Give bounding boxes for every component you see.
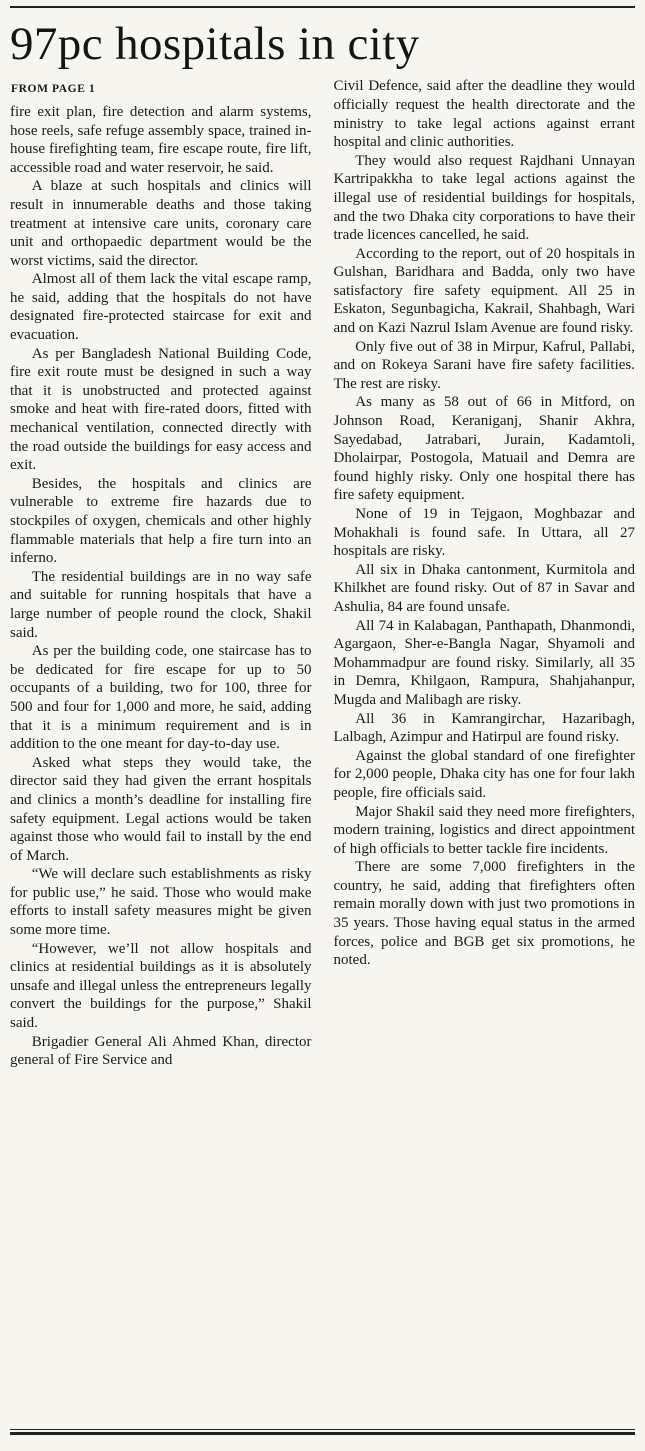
article-paragraph: They would also request Rajdhani Unnayan Kartripakkha to take legal actions against the illegal use of residential buildings for hospitals, and the two Dhaka city corporations to have their trade licences cancelled, he said. [333, 152, 635, 244]
article-paragraph: Asked what steps they would take, the director said they had given the errant hospitals and clinics a month’s deadline for installing fire safety equipment. Legal actions would be taken against those who would fail to install by the end of March. [10, 754, 312, 864]
article-paragraph: Major Shakil said they need more firefighters, modern training, logistics and direct appointment of high officials to better tackle fire incidents. [333, 803, 635, 857]
article-body [10, 77, 635, 1069]
right-column-paragraphs [334, 77, 636, 970]
article-paragraph: “However, we’ll not allow hospitals and clinics at residential buildings as it is absolutely unsafe and illegal unless the entrepreneurs legally convert the buildings for the purpose,” Shakil said. [10, 940, 312, 1032]
bottom-rule [10, 1429, 635, 1435]
headline: 97pc hospitals in city [10, 18, 420, 70]
article-paragraph: “We will declare such establishments as risky for public use,” he said. Those who would make efforts to install safety measures might be given some more time. [10, 866, 312, 939]
article-paragraph: According to the report, out of 20 hospitals in Gulshan, Baridhara and Badda, only two have satisfactory fire safety equipment. All 25 in Eskaton, Segunbagicha, Kakrail, Shahbagh, Wari and on Kazi Nazrul Islam Avenue are found risky. [333, 245, 635, 337]
article-paragraph: Brigadier General Ali Ahmed Khan, director general of Fire Service and [10, 1033, 312, 1069]
article-paragraph: Besides, the hospitals and clinics are vulnerable to extreme fire hazards due to stockpiles of oxygen, chemicals and other highly flammable materials that help a fire turn into an inferno. [10, 475, 312, 567]
article-paragraph: Against the global standard of one firefighter for 2,000 people, Dhaka city has one for four lakh people, fire officials said. [333, 747, 635, 801]
left-column [10, 77, 312, 1069]
article-paragraph: Only five out of 38 in Mirpur, Kafrul, Pallabi, and on Rokeya Sarani have fire safety facilities. The rest are risky. [333, 338, 635, 392]
top-rule [10, 6, 635, 8]
article-paragraph: The residential buildings are in no way safe and suitable for running hospitals that have a large number of people round the clock, Shakil said. [10, 568, 312, 641]
article-paragraph: All 36 in Kamrangirchar, Hazaribagh, Lalbagh, Azimpur and Hatirpul are found risky. [333, 710, 635, 746]
article-paragraph: There are some 7,000 firefighters in the country, he said, adding that firefighters often remain morally down with just two promotions in 35 years. Those having equal status in the armed forces, police and BGB get six promotions, he noted. [333, 859, 635, 969]
article-paragraph: All 74 in Kalabagan, Panthapath, Dhanmondi, Agargaon, Sher-e-Bangla Nagar, Shyamoli and Mohammadpur are found risky. Similarly, all 35 in Demra, Khilgaon, Rampura, Shahjahanpur, Mugda and Malibagh are risky. [333, 617, 635, 708]
article-paragraph: fire exit plan, fire detection and alarm systems, hose reels, safe refuge assembly space, trained in-house firefighting team, fire escape route, fire lift, accessible road and water reservoir, he said. [10, 103, 312, 176]
article-paragraph: As per the building code, one staircase has to be dedicated for fire escape for up to 50 occupants of a building, two for 100, three for 500 and four for 1,000 and more, he said, adding that it is a minimum requirement and is in addition to the one meant for day-to-day use. [10, 643, 312, 753]
article-paragraph: A blaze at such hospitals and clinics will result in innumerable deaths and those taking treatment at intensive care units, coronary care unit and orthopaedic department would be the worst victims, said the director. [10, 178, 312, 269]
article-paragraph: As many as 58 out of 66 in Mitford, on Johnson Road, Keraniganj, Shanir Akhra, Sayedabad, Jatrabari, Jurain, Kadamtoli, Dholairpar, Postogola, Matuail and Demra are found highly risky. Only one hospital there has fire safety equipment. [333, 394, 635, 504]
right-column [334, 77, 636, 1069]
article-paragraph: All six in Dhaka cantonment, Kurmitola and Khilkhet are found risky. Out of 87 in Savar and Ashulia, 84 are found unsafe. [333, 561, 635, 615]
article-paragraph: Civil Defence, said after the deadline they would officially request the health directorate and the ministry to take legal actions against errant hospital and clinic authorities. [333, 78, 635, 151]
kicker: FROM PAGE 1 [11, 83, 96, 96]
left-column-paragraphs [10, 103, 312, 1070]
article-paragraph: None of 19 in Tejgaon, Moghbazar and Mohakhali is found safe. In Uttara, all 27 hospitals are risky. [333, 506, 635, 560]
newspaper-clipping [0, 6, 645, 1451]
article-paragraph: Almost all of them lack the vital escape ramp, he said, adding that the hospitals do not have designated fire-protected staircase for exit and evacuation. [10, 271, 312, 344]
article-paragraph: As per Bangladesh National Building Code, fire exit route must be designed in such a way that it is unobstructed and protected against smoke and heat with fire-rated doors, fitted with mechanical ventilation, connected directly with the road outside the buildings for easy access and exit. [10, 345, 312, 474]
